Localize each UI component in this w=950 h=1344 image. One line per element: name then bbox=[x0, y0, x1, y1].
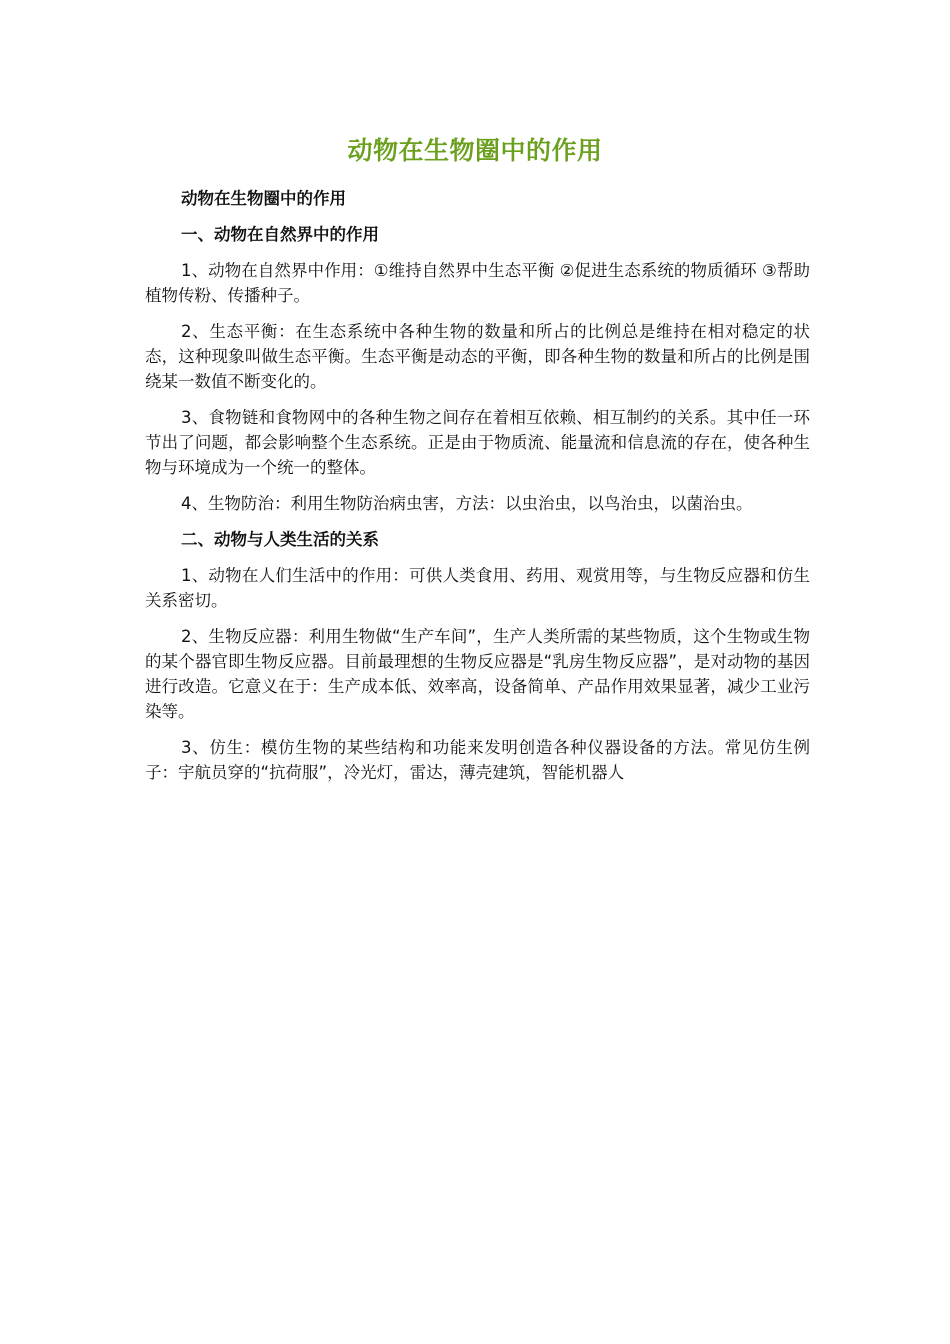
paragraph: 2、生态平衡：在生态系统中各种生物的数量和所占的比例总是维持在相对稳定的状态，这种现象叫做生态平衡。生态平衡是动态的平衡，即各种生物的数量和所占的比例是围绕某一数值不断变化的。 bbox=[145, 322, 810, 391]
section-heading-2: 二、动物与人类生活的关系 bbox=[181, 530, 379, 549]
paragraph: 1、动物在人们生活中的作用：可供人类食用、药用、观赏用等，与生物反应器和仿生关系密切。 bbox=[145, 566, 810, 610]
document-body bbox=[145, 186, 810, 796]
paragraph: 4、生物防治：利用生物防治病虫害，方法：以虫治虫，以鸟治虫，以菌治虫。 bbox=[181, 494, 753, 513]
paragraph: 3、仿生：模仿生物的某些结构和功能来发明创造各种仪器设备的方法。常见仿生例子：宇航员穿的“抗荷服”，冷光灯，雷达，薄壳建筑，智能机器人 bbox=[145, 738, 810, 782]
paragraph: 3、食物链和食物网中的各种生物之间存在着相互依赖、相互制约的关系。其中任一环节出了问题，都会影响整个生态系统。正是由于物质流、能量流和信息流的存在，使各种生物与环境成为一个统一的整体。 bbox=[145, 408, 810, 477]
page-title: 动物在生物圈中的作用 bbox=[347, 136, 603, 165]
paragraph: 2、生物反应器：利用生物做“生产车间”，生产人类所需的某些物质，这个生物或生物的某个器官即生物反应器。目前最理想的生物反应器是“乳房生物反应器”，是对动物的基因进行改造。它意义在于：生产成本低、效率高，设备简单、产品作用效果显著，减少工业污染等。 bbox=[145, 627, 810, 721]
section-heading-1: 一、动物在自然界中的作用 bbox=[181, 225, 379, 244]
paragraph: 1、动物在自然界中作用：①维持自然界中生态平衡 ②促进生态系统的物质循环 ③帮助植物传粉、传播种子。 bbox=[145, 261, 810, 305]
subtitle: 动物在生物圈中的作用 bbox=[181, 189, 346, 208]
